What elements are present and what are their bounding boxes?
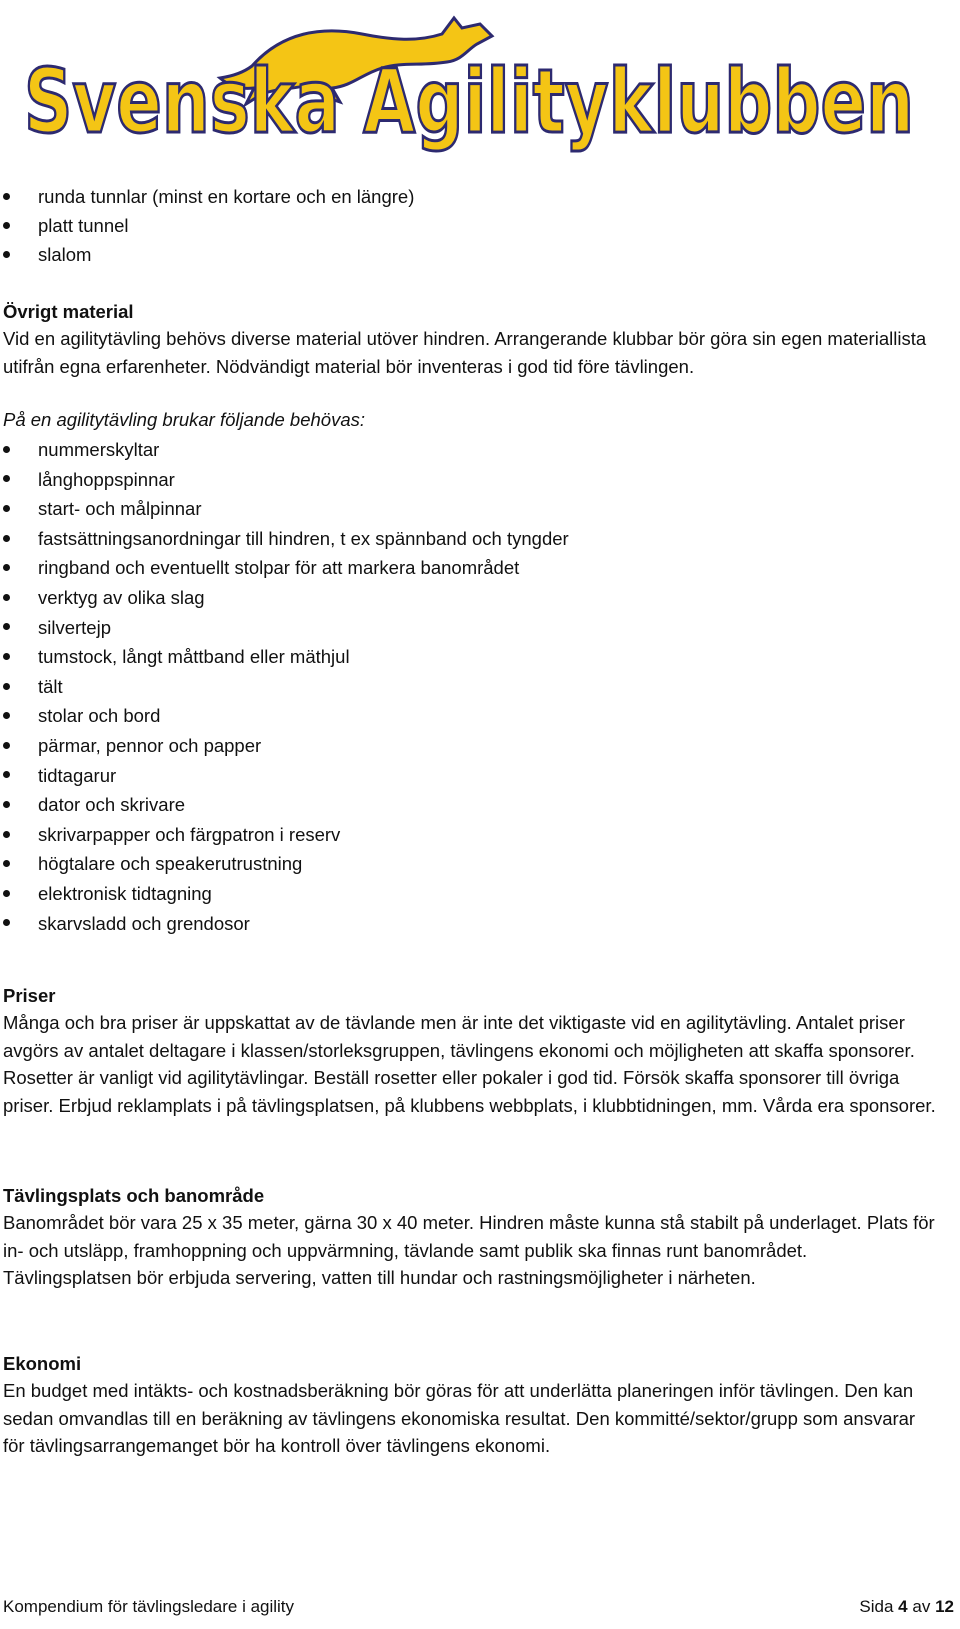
section-ekonomi — [0, 1351, 940, 1460]
list-item: ringband och eventuellt stolpar för att markera banområdet — [0, 553, 940, 583]
section-ovrigt — [0, 299, 940, 380]
section-text: Banområdet bör vara 25 x 35 meter, gärna 30 x 40 meter. Hindren måste kunna stå stabilt på underlaget. Plats för in- och utsläpp, framhoppning och uppvärmning, tävlande samt publik ska finnas runt banområdet. Tävlingsplatsen bör erbjuda servering, vatten till hundar och rastningsmöjligheter i närheten. — [3, 1212, 935, 1289]
needs-intro: På en agilitytävling brukar följande behövas: — [3, 409, 366, 430]
section-heading: Priser — [3, 985, 56, 1006]
list-item: fastsättningsanordningar till hindren, t ex spännband och tyngder — [0, 524, 940, 554]
list-item: elektronisk tidtagning — [0, 879, 940, 909]
footer-title: Kompendium för tävlingsledare i agility — [3, 1597, 295, 1616]
list-item: silvertejp — [0, 613, 940, 643]
list-item: dator och skrivare — [0, 790, 940, 820]
list-item: högtalare och speakerutrustning — [0, 849, 940, 879]
page-number — [859, 1597, 954, 1617]
section-heading: Ekonomi — [3, 1353, 82, 1374]
list-item: slalom — [0, 240, 940, 269]
list-item: start- och målpinnar — [0, 494, 940, 524]
section-priser — [0, 983, 940, 1119]
section-tavlingsplats — [0, 1183, 940, 1292]
section-text: Många och bra priser är uppskattat av de tävlande men är inte det viktigaste vid en agilitytävling. Antalet priser avgörs av antalet deltagare i klassen/storleksgruppen, tävlingens ekonomi och möjligheten att skaffa sponsorer. Rosetter är vanligt vid agilitytävlingar. Beställ rosetter eller pokaler i god tid. Försök skaffa sponsorer till övriga priser. Erbjud reklamplats i på tävlingsplatsen, på klubbens webbplats, i klubbtidningen, mm. Vårda era sponsorer. — [3, 1012, 936, 1116]
list-item: tidtagarur — [0, 761, 940, 791]
page-current: 4 — [898, 1597, 908, 1616]
list-item: verktyg av olika slag — [0, 583, 940, 613]
list-item: nummerskyltar — [0, 435, 940, 465]
list-item: tumstock, långt måttband eller mäthjul — [0, 642, 940, 672]
list-item: stolar och bord — [0, 701, 940, 731]
section-text: Vid en agilitytävling behövs diverse material utöver hindren. Arrangerande klubbar bör göra sin egen materiallista utifrån egna erfarenheter. Nödvändigt material bör inventeras i god tid före tävlingen. — [3, 328, 927, 377]
club-logo — [22, 4, 932, 154]
section-text: En budget med intäkts- och kostnadsberäkning bör göras för att underlätta planeringen inför tävlingen. Den kan sedan omvandlas till en beräkning av tävlingens ekonomiska resultat. Den kommitté/sektor/grupp som ansvarar för tävlingsarrangemanget bör ha kontroll över tävlingens ekonomi. — [3, 1380, 916, 1457]
logo-text: Svenska Agilityklubben — [24, 50, 914, 153]
list-item: pärmar, pennor och papper — [0, 731, 940, 761]
equipment-list — [0, 182, 940, 269]
section-heading: Tävlingsplats och banområde — [3, 1185, 265, 1206]
section-needs — [0, 405, 940, 938]
list-item: långhoppspinnar — [0, 465, 940, 495]
jumping-dog-icon — [22, 4, 932, 154]
list-item: skrivarpapper och färgpatron i reserv — [0, 820, 940, 850]
needs-list — [0, 435, 940, 938]
list-item: skarvsladd och grendosor — [0, 909, 940, 939]
page-prefix: Sida — [859, 1597, 894, 1616]
page-sep: av — [912, 1597, 931, 1616]
page-total: 12 — [935, 1597, 954, 1616]
list-item: platt tunnel — [0, 211, 940, 240]
list-item: tält — [0, 672, 940, 702]
list-item: runda tunnlar (minst en kortare och en längre) — [0, 182, 940, 211]
section-heading: Övrigt material — [3, 301, 134, 322]
